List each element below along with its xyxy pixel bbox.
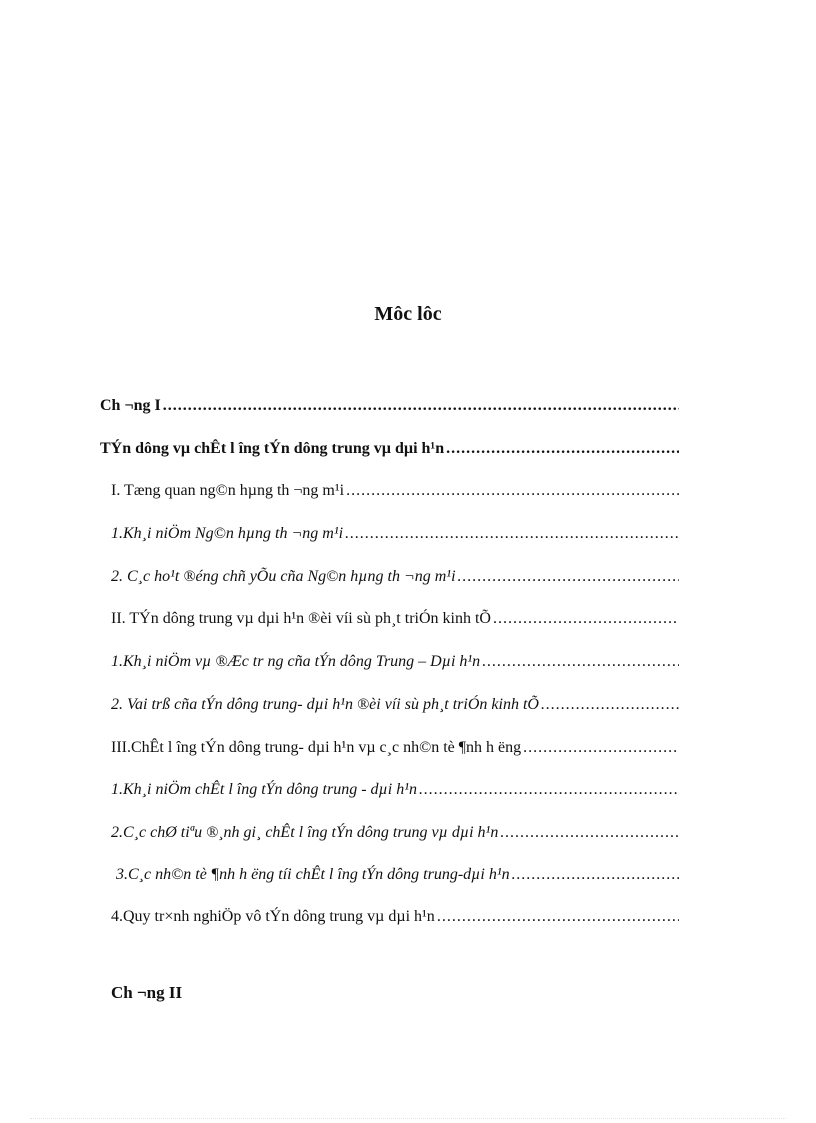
toc-entry-text: 1.Kh¸i niÖm Ng©n hµng th ¬ng m¹i <box>111 525 344 542</box>
toc-entry-text: 4.Quy tr×nh nghiÖp vô tÝn dông trung vµ dµi h¹n <box>111 908 435 925</box>
toc-entry-text: 2. Vai trß cña tÝn dông trung- dµi h¹n ®èi víi sù ph¸t triÓn kinh tÕ <box>111 696 539 713</box>
toc-entry-subsection-3-1 <box>111 781 679 799</box>
toc-leader-dots <box>512 866 679 884</box>
toc-leader-dots <box>446 440 679 458</box>
toc-entry-subsection-2-1 <box>111 653 679 671</box>
toc-entry-text: 2.C¸c chØ tiªu ®¸nh gi¸ chÊt l îng tÝn dông trung vµ dµi h¹n <box>111 824 499 841</box>
toc-entry-subsection-3-2 <box>111 824 679 842</box>
toc-leader-dots <box>458 568 679 586</box>
toc-leader-dots <box>541 696 679 714</box>
page-title: Môc lôc <box>374 303 442 325</box>
page-bottom-divider <box>30 1118 786 1119</box>
toc-entry-subsection-2-2 <box>111 696 679 714</box>
toc-leader-dots <box>345 525 679 543</box>
toc-leader-dots <box>437 908 679 926</box>
toc-entry-chapter-1-title <box>100 440 679 458</box>
toc-entry-subsection-3-3 <box>116 866 679 884</box>
toc-entry-section-3 <box>111 739 679 757</box>
toc-entry-text: 1.Kh¸i niÖm chÊt l îng tÝn dông trung - dµi h¹n <box>111 781 418 798</box>
toc-leader-dots <box>419 781 679 799</box>
toc-entry-text: TÝn dông vµ chÊt l îng tÝn dông trung vµ dµi h¹n <box>100 440 445 457</box>
toc-entry-subsection-1-2 <box>111 568 679 586</box>
toc-entry-text: 2. C¸c ho¹t ®éng chñ yÕu cña Ng©n hµng th ¬ng m¹i <box>111 568 456 585</box>
toc-entry-text: Ch ¬ng I <box>100 397 161 414</box>
toc-entry-text: 1.Kh¸i niÖm vµ ®Æc tr ng cña tÝn dông Trung – Dµi h¹n <box>111 653 481 670</box>
chapter-2-heading: Ch ¬ng II <box>111 983 183 1002</box>
toc-leader-dots <box>523 739 679 757</box>
toc-entry-text: II. TÝn dông trung vµ dµi h¹n ®èi víi sù ph¸t triÓn kinh tÕ <box>111 610 491 627</box>
toc-leader-dots <box>493 610 679 628</box>
toc-leader-dots <box>163 397 679 415</box>
toc-entry-text: I. Tæng quan ng©n hµng th ¬ng m¹i <box>111 482 345 499</box>
toc-entry-section-1 <box>111 482 679 500</box>
toc-entry-text: 3.C¸c nh©n tè ¶nh h ëng tíi chÊt l îng tÝn dông trung-dµi h¹n <box>116 866 510 883</box>
toc-entry-section-2 <box>111 610 679 628</box>
toc-entry-section-4 <box>111 908 679 926</box>
toc-leader-dots <box>500 824 679 842</box>
toc-leader-dots <box>346 482 679 500</box>
toc-entry-chapter-1 <box>100 397 679 415</box>
toc-leader-dots <box>482 653 679 671</box>
toc-entry-text: III.ChÊt l îng tÝn dông trung- dµi h¹n vµ c¸c nh©n tè ¶nh h ëng <box>111 739 522 756</box>
toc-entry-subsection-1-1 <box>111 525 679 543</box>
